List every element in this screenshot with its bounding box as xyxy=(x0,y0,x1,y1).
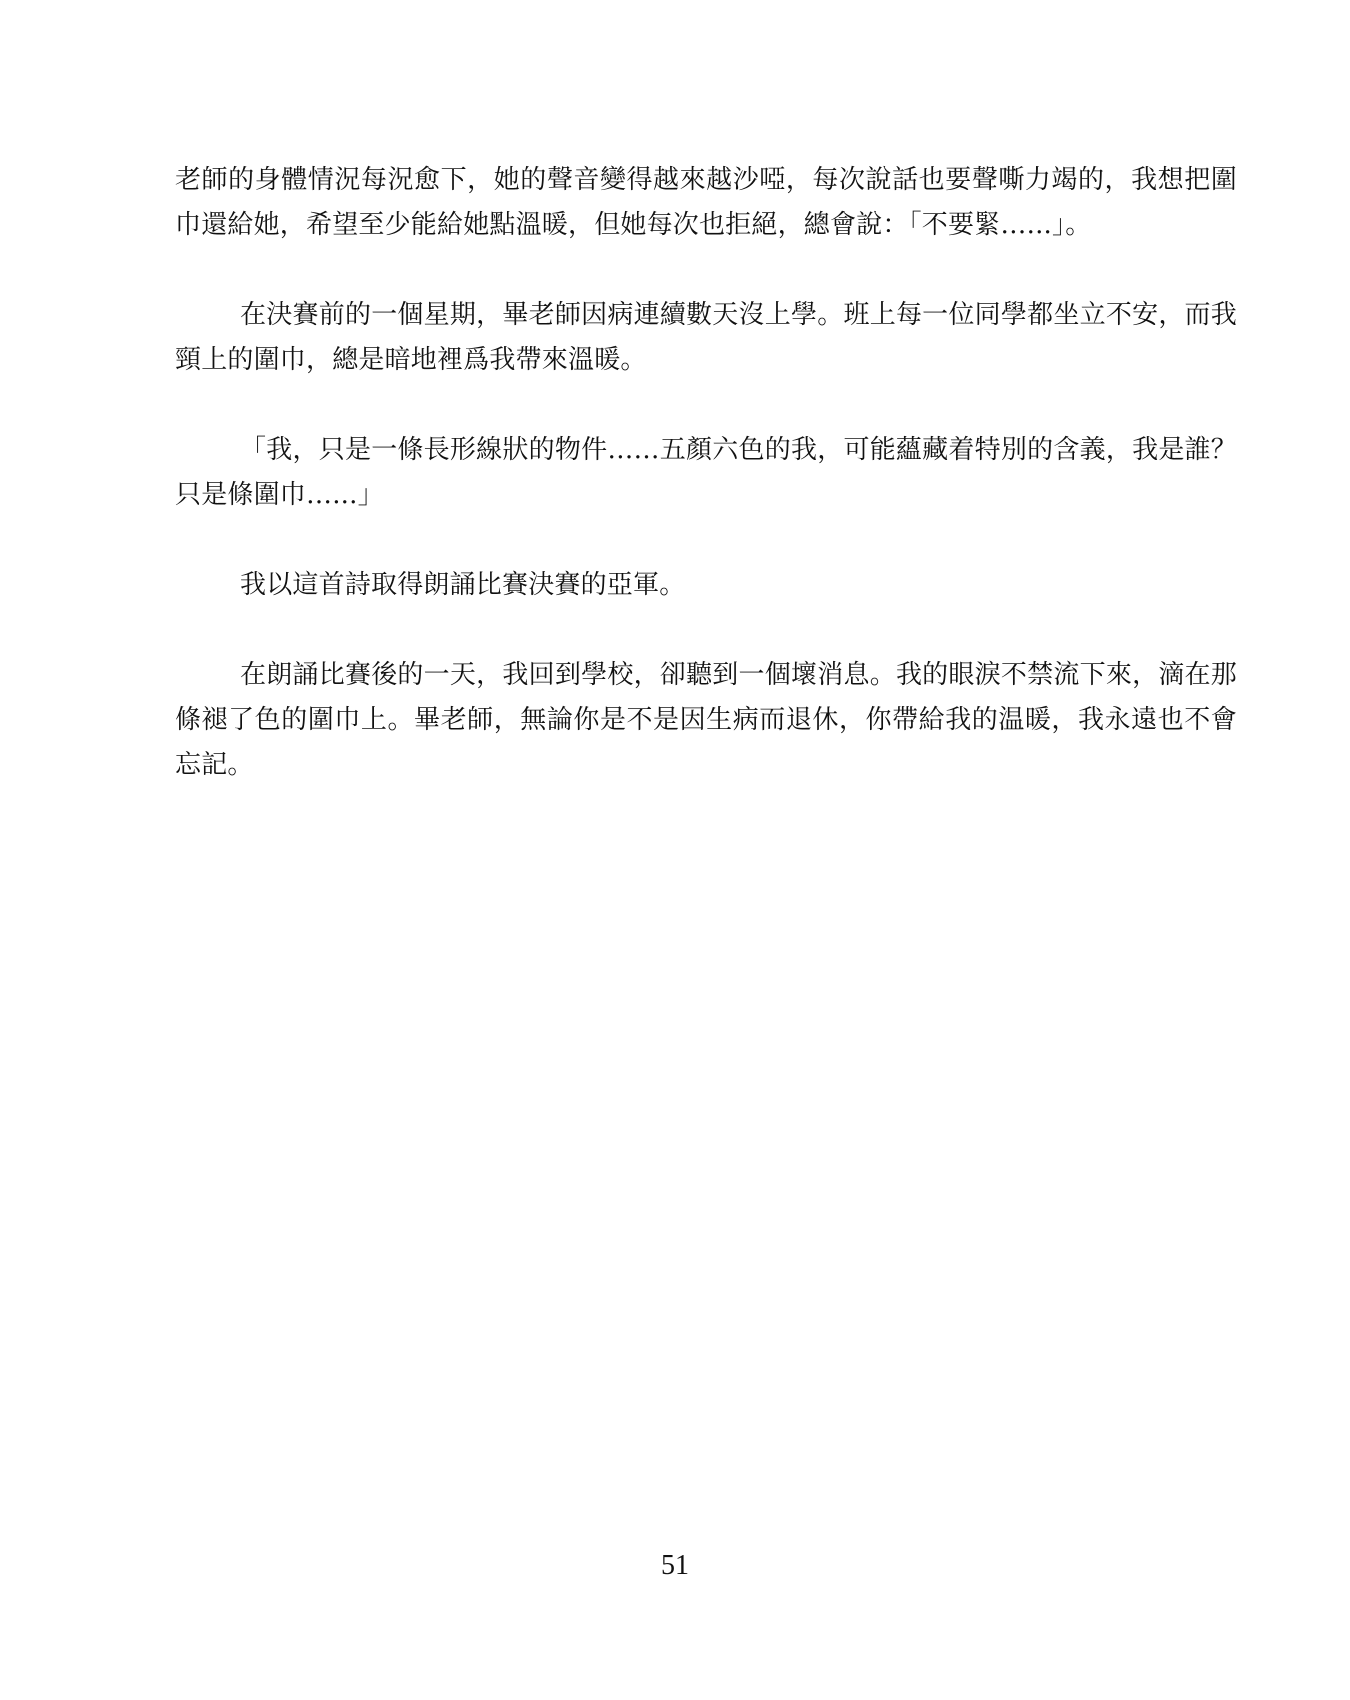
paragraph-2: 在決賽前的一個星期，畢老師因病連續數天沒上學。班上每一位同學都坐立不安，而我頸上的圍巾，總是暗地裡爲我帶來溫暖。 xyxy=(175,300,1237,375)
paragraph-1: 老師的身體情況每況愈下，她的聲音變得越來越沙啞，每次說話也要聲嘶力竭的，我想把圍巾還給她，希望至少能給她點溫暖，但她每次也拒絕，總會說：「不要緊…...」。 xyxy=(175,165,1237,240)
page-number: 51 xyxy=(661,1550,689,1581)
body-text xyxy=(175,158,1237,833)
paragraph-3-poem-quote: 「我，只是一條長形線狀的物件……五顏六色的我，可能蘊藏着特別的含義，我是誰？只是條圍巾…...」 xyxy=(175,435,1237,510)
paragraph-4: 我以這首詩取得朗誦比賽決賽的亞軍。 xyxy=(240,570,686,600)
paragraph-5: 在朗誦比賽後的一天，我回到學校，卻聽到一個壞消息。我的眼淚不禁流下來，滴在那條褪了色的圍巾上。畢老師，無論你是不是因生病而退休，你帶給我的温暖，我永遠也不會忘記。 xyxy=(175,660,1237,780)
